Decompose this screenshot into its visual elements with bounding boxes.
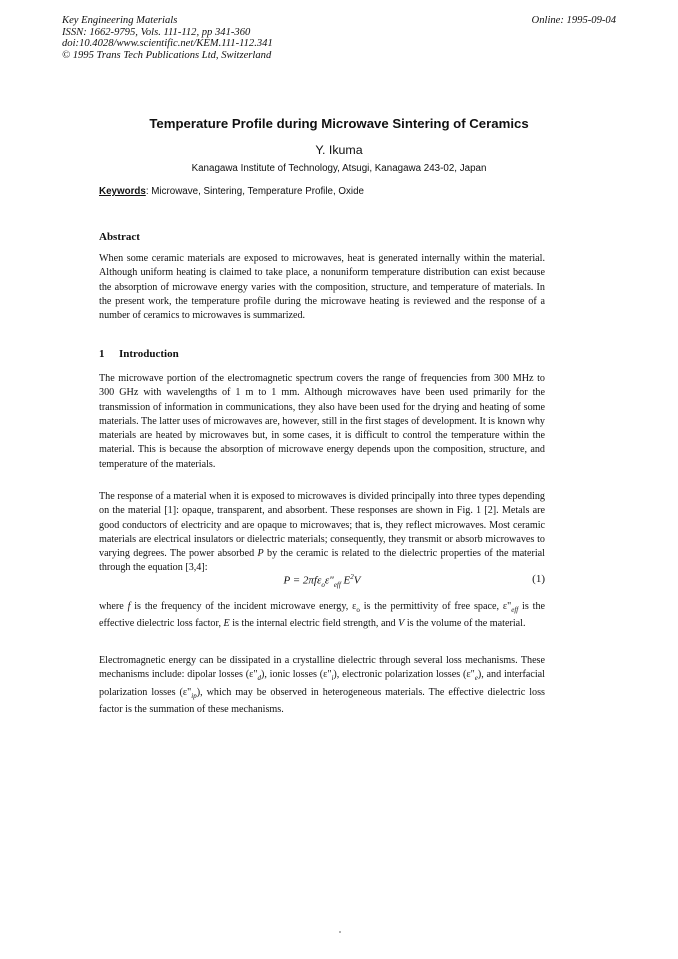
em-sub-d: d	[257, 674, 261, 683]
em-text-d: ), and interfacial polarization losses (ε"	[99, 669, 545, 698]
section-title: Introduction	[119, 348, 179, 360]
equation-1	[99, 573, 545, 589]
em-text-e: ), which may be observed in heterogeneous materials. The effective dielectric loss factor is the summation of these mechanisms.	[99, 686, 545, 715]
keywords-label: Keywords	[99, 186, 146, 197]
em-text-a: Electromagnetic energy can be dissipated in a crystalline dielectric through several loss mechanisms. These mechanisms include: dipolar losses (ε"	[99, 655, 545, 681]
where-var-v: V	[398, 618, 405, 630]
where-var-f: f	[127, 601, 131, 612]
copyright-line: © 1995 Trans Tech Publications Ltd, Switzerland	[62, 49, 272, 61]
abstract-text: When some ceramic materials are exposed to microwaves, heat is generated internally within the material. Although uniform heating is claimed to take place, a nonuniform temperature distribution can exist because the absorption of microwave energy varies with the composition, structure, and temperature of materials. In the present work, the temperature profile during the microwave heating is reviewed and the response of a number of ceramics to microwaves is summarized.	[99, 253, 545, 322]
where-text-f: is the volume of the material.	[404, 618, 526, 630]
journal-header	[62, 15, 273, 61]
em-text-c: ), electronic polarization losses (ε"	[333, 669, 475, 681]
author-affiliation: Kanagawa Institute of Technology, Atsugi, Kanagawa 243-02, Japan	[191, 163, 487, 174]
equation-formula: $P = 2\pi f\varepsilon_o\varepsilon"_{eff}$ $E^2V$	[283, 573, 361, 589]
intro-paragraph-2	[99, 490, 545, 576]
intro-paragraph-1: The microwave portion of the electromagnetic spectrum covers the range of frequencies from 300 MHz to 300 GHz with wavelengths of 1 m to 1 mm. Although microwaves have been used primarily for the transmission of information in communications, they also have been used for the drying and heating of some materials. The latter uses of microwaves are, however, still in the first stages of development. It is known why materials are heated by microwaves but, in some cases, it is difficult to control the temperature within the material. This is because the absorption of microwave energy depends upon the composition, structure, and temperature of the materials.	[99, 373, 545, 470]
equation-number: (1)	[532, 573, 545, 585]
section-number: 1	[99, 348, 105, 360]
scan-dot	[339, 931, 341, 933]
em-text-b: ), ionic losses (ε"	[260, 669, 332, 681]
para2-var-p: P	[257, 548, 264, 560]
where-text-e: is the internal electric field strength, and	[229, 618, 399, 630]
where-var-e: E	[223, 618, 230, 630]
where-paragraph	[99, 600, 545, 632]
where-sub-o: o	[356, 606, 360, 615]
keywords-line	[99, 186, 364, 197]
para2-text-a: The response of a material when it is exposed to microwaves is divided principally into three types depending on the material [1]: opaque, transparent, and absorbent. These responses are shown in Fig. 1 [2]. Metals are good conductors of electricity and are opaque to microwaves; that is, they reflect microwaves. Most ceramic materials are electrical insulators or dielectric materials; consequently, they transmit or absorb microwaves to varying degrees. The power absorbed	[99, 491, 545, 560]
keywords-list: Microwave, Sintering, Temperature Profile, Oxide	[151, 186, 364, 197]
paper-author: Y. Ikuma	[315, 143, 363, 157]
where-text-d: is the effective dielectric loss factor,	[99, 601, 546, 630]
online-date: Online: 1995-09-04	[531, 15, 616, 26]
em-sub-ip: ip	[191, 691, 197, 700]
where-text-a: where	[99, 601, 128, 612]
issn-line: ISSN: 1662-9795, Vols. 111-112, pp 341-360	[62, 26, 251, 38]
journal-name: Key Engineering Materials	[62, 15, 178, 26]
em-sub-i: i	[331, 674, 334, 683]
para2-text-b: by the ceramic is related to the dielectric properties of the material through the equation [3,4]:	[99, 548, 545, 574]
abstract-heading: Abstract	[99, 231, 140, 243]
paper-title: Temperature Profile during Microwave Sintering of Ceramics	[149, 116, 529, 131]
where-text-b: is the frequency of the incident microwave energy, ε	[130, 601, 357, 612]
keywords-colon: :	[145, 186, 152, 197]
where-text-c: is the permittivity of free space, ε"	[359, 601, 512, 612]
loss-mechanisms-paragraph	[99, 654, 545, 717]
doi-line: doi:10.4028/www.scientific.net/KEM.111-112.341	[62, 38, 273, 50]
where-sub-eff: eff	[511, 606, 519, 615]
em-sub-e: e	[474, 674, 478, 683]
introduction-heading	[99, 348, 179, 360]
